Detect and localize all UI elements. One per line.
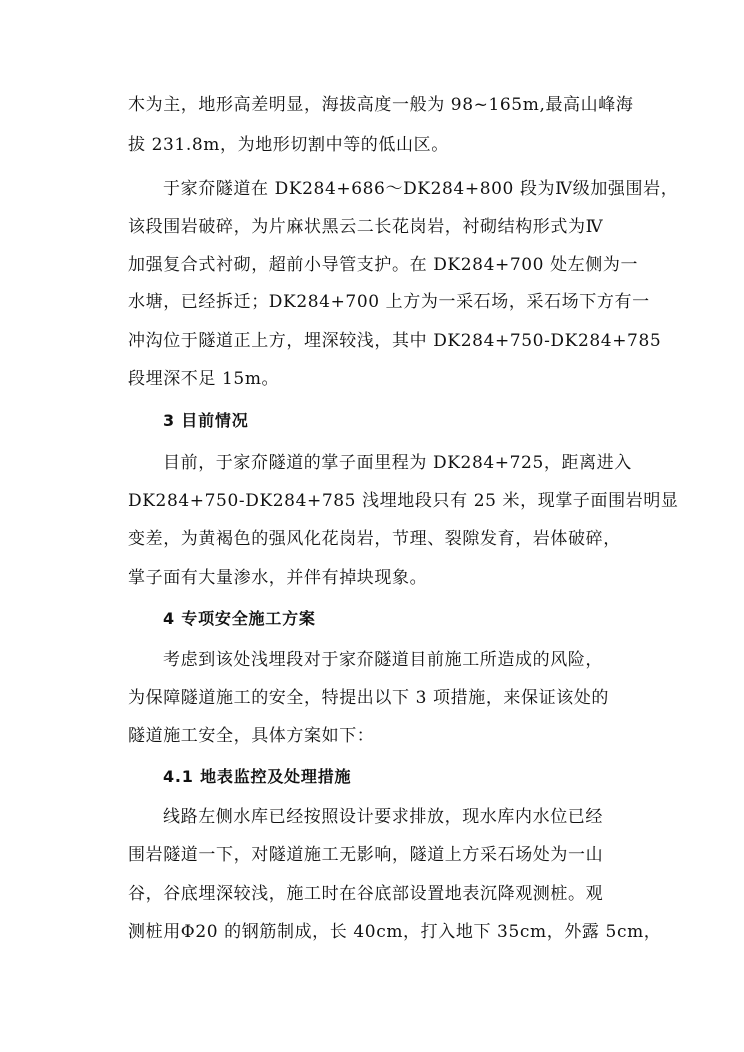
text-line: 加强复合式衬砌，超前小导管支护。在 DK284+700 处左侧为一 <box>128 255 639 275</box>
text-line: 冲沟位于隧道正上方，埋深较浅，其中 DK284+750-DK284+785 <box>128 331 662 351</box>
text-line: 隧道施工安全，具体方案如下： <box>128 726 375 746</box>
section-heading: 4 专项安全施工方案 <box>163 609 316 628</box>
text-line: 为保障隧道施工的安全，特提出以下 3 项措施，来保证该处的 <box>128 688 610 708</box>
text-line: 掌子面有大量渗水，并伴有掉块现象。 <box>128 568 428 588</box>
text-line: 测桩用Φ20 的钢筋制成，长 40cm，打入地下 35cm，外露 5cm， <box>128 922 662 942</box>
text-line: 考虑到该处浅埋段对于家夼隧道目前施工所造成的风险， <box>163 650 603 670</box>
text-line: 谷，谷底埋深较浅，施工时在谷底部设置地表沉降观测桩。观 <box>128 884 604 904</box>
text-line: 围岩隧道一下，对隧道施工无影响，隧道上方采石场处为一山 <box>128 845 604 865</box>
text-line: 木为主，地形高差明显，海拔高度一般为 98~165m,最高山峰海 <box>128 95 634 115</box>
subsection-heading: 4.1 地表监控及处理措施 <box>163 767 352 786</box>
text-line: 目前，于家夼隧道的掌子面里程为 DK284+725，距离进入 <box>163 453 632 473</box>
text-line: 该段围岩破碎，为片麻状黑云二长花岗岩，衬砌结构形式为Ⅳ <box>128 217 604 237</box>
section-heading: 3 目前情况 <box>163 411 249 430</box>
text-line: 水塘，已经拆迁；DK284+700 上方为一采石场，采石场下方有一 <box>128 292 650 312</box>
text-line: 变差，为黄褐色的强风化花岗岩，节理、裂隙发育，岩体破碎， <box>128 529 621 549</box>
text-line: DK284+750-DK284+785 浅埋地段只有 25 米，现掌子面围岩明显 <box>128 491 679 511</box>
text-line: 段埋深不足 15m。 <box>128 369 280 389</box>
text-line: 于家夼隧道在 DK284+686～DK284+800 段为Ⅳ级加强围岩， <box>163 179 679 199</box>
text-line: 拔 231.8m，为地形切割中等的低山区。 <box>128 135 449 155</box>
text-line: 线路左侧水库已经按照设计要求排放，现水库内水位已经 <box>163 807 603 827</box>
